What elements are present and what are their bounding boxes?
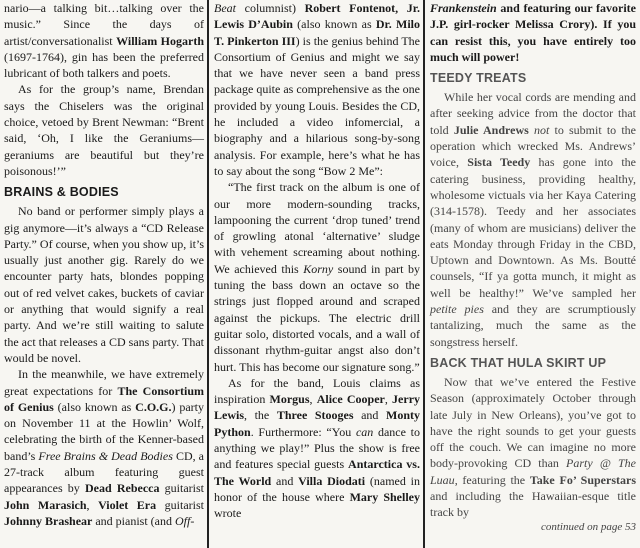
paragraph: While her vocal cords are mending and after seeking advice from the doctor that told Julie Andrews not to submit to the operation which wrecked Ms. Andrews’ voice, Sista Teedy has gone into the catering business, providing healthy, wholesome victuals via her Kaya Catering (314-1578). Teedy and her associates (many of whom are musicians) deliver the eats Monday through Friday in the CBD, Uptown and Downtown. As Ms. Boutté counsels, “If ya gotta munch, it might as well be healthy!” We’ve sampled her petite pies and they are scrumptiously tantalizing, much the same as the songstress herself. [430,90,637,349]
column-rule [207,0,209,548]
paragraph: Now that we’ve entered the Festive Season (approximately October through late July in New Orleans), you’ve got to have the right sounds to get your guests off the couch. We can imagine no more body-provoking CD than Party @ The Luau, featuring the Take Fo’ Superstars and including the Hawaiian-esque title track by [430,374,637,520]
paragraph: nario—a talking bit…talking over the music.” Since the days of artist/conversationalist William Hogarth (1697-1764), gin has been the preferred lubricant of both talkers and poets. [4,1,204,81]
paragraph: As for the group’s name, Brendan says the Chiselers was the original choice, vetoed by Brent Newman: “Brent said, ‘Oh, I like the Geraniums—geraniums are beautiful but they’re poisonous!’” [4,82,204,178]
section-heading: BACK THAT HULA SKIRT UP [430,355,607,370]
section-heading: TEEDY TREATS [430,71,527,86]
column-3 [430,0,636,548]
paragraph: Beat columnist) Robert Fontenot, Jr. Lewis D’Aubin (also known as Dr. Milo T. Pinkerton III) is the genius behind The Consortium of Genius and might we say that we have never seen a band press package quite as comprehensive as the one provided by young Louis. Besides the CD, he included a video infomercial, a biography and a hilarious song-by-song analysis. For example, here’s what he has to say about the song “Bow 2 Me”: [214,1,420,178]
column-1 [4,0,204,548]
paragraph: No band or performer simply plays a gig anymore—it’s always a “CD Release Party.” Of course, when you show up, it’s usually just another gig. Rarely do we encounter party hats, blondes popping out of red velvet cakes, buckets of caviar or anything that would signify a real party. And we’re still waiting to salute the act that releases a CD sans party. That would be novel. [4,204,204,365]
column-2 [214,0,420,548]
column-rule [423,0,425,548]
quote-paragraph: “The first track on the album is one of our more modern-sounding tracks, lampooning the current ‘drop tuned’ trend of growling atonal ‘alternative’ sludge with vehement screaming about nothing. We achieved this Korny sound in part by tuning the bass down an octave so the strings just flopped around and scraped against the pickups. The electric drill guitar solo, distorted vocals, and a wall of dissonant rhythm-guitar angst also don’t hurt. This has become our signature song.” [214,180,420,374]
paragraph: Frankenstein and featuring our favorite J.P. girl-rocker Melissa Crory). If you can resist this, you have entirely too much will power! [430,1,636,64]
continued-note: continued on page 53 [540,520,636,533]
paragraph: As for the band, Louis claims as inspiration Morgus, Alice Cooper, Jerry Lewis, the Three Stooges and Monty Python. Furthermore: “You can dance to anything we play!” Plus the show is free and features special guests Antarctica vs. The World and Villa Diodati (named in honor of the house where Mary Shelley wrote [214,375,421,521]
paragraph: In the meanwhile, we have extremely great expectations for The Consortium of Genius (also known as C.O.G.) party on November 11 at the Howlin’ Wolf, celebrating the birth of the Kenner-based band’s Free Brains & Dead Bodies CD, a 27-track album featuring guest appearances by Dead Rebecca guitarist John Marasich, Violet Era guitarist Johnny Brashear and pianist (and Off- [4,367,205,528]
section-heading: BRAINS & BODIES [4,185,119,200]
